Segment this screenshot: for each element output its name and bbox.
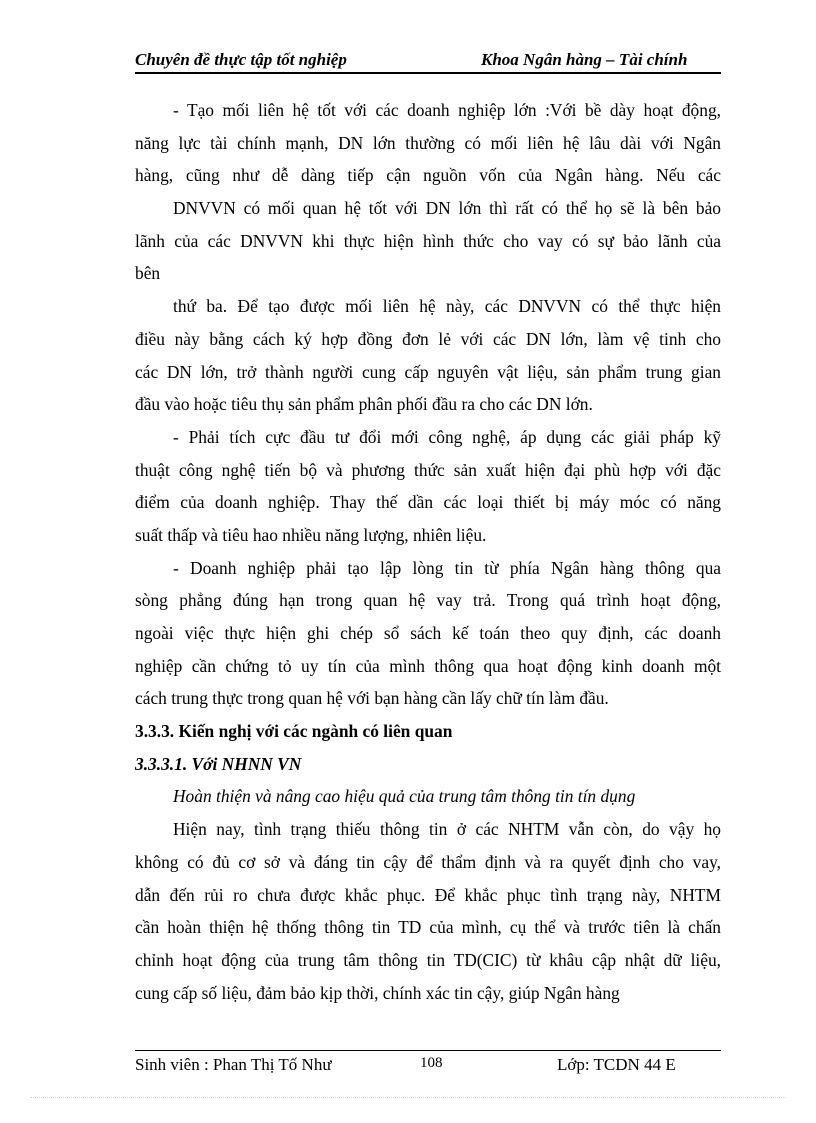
text-line: - Doanh nghiệp phải tạo lập lòng tin từ phía Ngân hàng thông qua xyxy=(173,557,721,578)
text-line: thuật công nghệ tiến bộ và phương thức sản xuất hiện đại phù hợp với đặc xyxy=(135,459,721,480)
text-line: đầu vào hoặc tiêu thụ sản phẩm phân phối đầu ra cho các DN lớn. xyxy=(135,394,593,415)
text-line: điểm của doanh nghiệp. Thay thế dần các loại thiết bị máy móc có năng xyxy=(135,492,721,513)
page-footer xyxy=(135,1050,721,1073)
text-line: hàng, cũng như dễ dàng tiếp cận nguồn vốn của Ngân hàng. Nếu các xyxy=(135,165,721,186)
footer-class: Lớp: TCDN 44 E xyxy=(557,1055,676,1074)
text-line: không có đủ cơ sở và đáng tin cậy để thẩm định và ra quyết định cho vay, xyxy=(135,851,721,872)
body-text xyxy=(135,94,721,1009)
header-department: Khoa Ngân hàng – Tài chính xyxy=(481,50,688,69)
text-line: - Phải tích cực đầu tư đổi mới công nghệ, áp dụng các giải pháp kỹ xyxy=(173,426,721,447)
text-line: bên xyxy=(135,263,161,284)
text-line: các DN lớn, trở thành người cung cấp nguyên vật liệu, sản phẩm trung gian xyxy=(135,361,721,382)
text-line: ngoài việc thực hiện ghi chép sổ sách kế toán theo quy định, các doanh xyxy=(135,623,721,643)
text-line: Hiện nay, tình trạng thiếu thông tin ở các NHTM vẫn còn, do vậy họ xyxy=(173,819,721,840)
text-line: DNVVN có mối quan hệ tốt với DN lớn thì rất có thể họ sẽ là bên bảo xyxy=(173,198,721,219)
page-boundary-line xyxy=(30,1097,786,1098)
footer-student: Sinh viên : Phan Thị Tố Như xyxy=(135,1055,332,1074)
text-line: dẫn đến rủi ro chưa được khắc phục. Để khắc phục tình trạng này, NHTM xyxy=(135,884,721,905)
page-number: 108 xyxy=(420,1055,443,1071)
text-line: cách trung thực trong quan hệ với bạn hàng cần lấy chữ tín làm đầu. xyxy=(135,688,609,709)
text-line: cung cấp số liệu, đảm bảo kịp thời, chính xác tin cậy, giúp Ngân hàng xyxy=(135,982,620,1003)
header-title: Chuyên đề thực tập tốt nghiệp xyxy=(135,50,347,69)
text-line: - Tạo mối liên hệ tốt với các doanh nghiệp lớn :Với bề dày hoạt động, xyxy=(173,100,721,120)
text-line: sòng phẳng đúng hạn trong quan hệ vay trả. Trong quá trình hoạt động, xyxy=(135,590,721,611)
section-heading: 3.3.3. Kiến nghị với các ngành có liên quan xyxy=(135,721,453,742)
text-line: cần hoàn thiện hệ thống thông tin TD của mình, cụ thể và trước tiên là chấn xyxy=(135,917,721,938)
text-line: suất thấp và tiêu hao nhiều năng lượng, nhiên liệu. xyxy=(135,524,487,545)
page-header xyxy=(135,50,721,74)
text-line: chỉnh hoạt động của trung tâm thông tin TD(CIC) từ khâu cập nhật dữ liệu, xyxy=(135,949,721,970)
text-line: nghiệp cần chứng tỏ uy tín của mình thông qua hoạt động kinh doanh một xyxy=(135,655,721,676)
text-line: thứ ba. Để tạo được mối liên hệ này, các DNVVN có thể thực hiện xyxy=(173,296,721,317)
text-line: lãnh của các DNVVN khi thực hiện hình thức cho vay có sự bảo lãnh của xyxy=(135,230,721,251)
subsection-heading: 3.3.3.1. Với NHNN VN xyxy=(135,753,302,774)
text-line: điều này bằng cách ký hợp đồng đơn lẻ với các DN lớn, làm vệ tinh cho xyxy=(135,328,721,349)
text-line: năng lực tài chính mạnh, DN lớn thường có mối liên hệ lâu dài với Ngân xyxy=(135,132,721,153)
italic-subtitle: Hoàn thiện và nâng cao hiệu quả của trung tâm thông tin tín dụng xyxy=(173,786,636,807)
